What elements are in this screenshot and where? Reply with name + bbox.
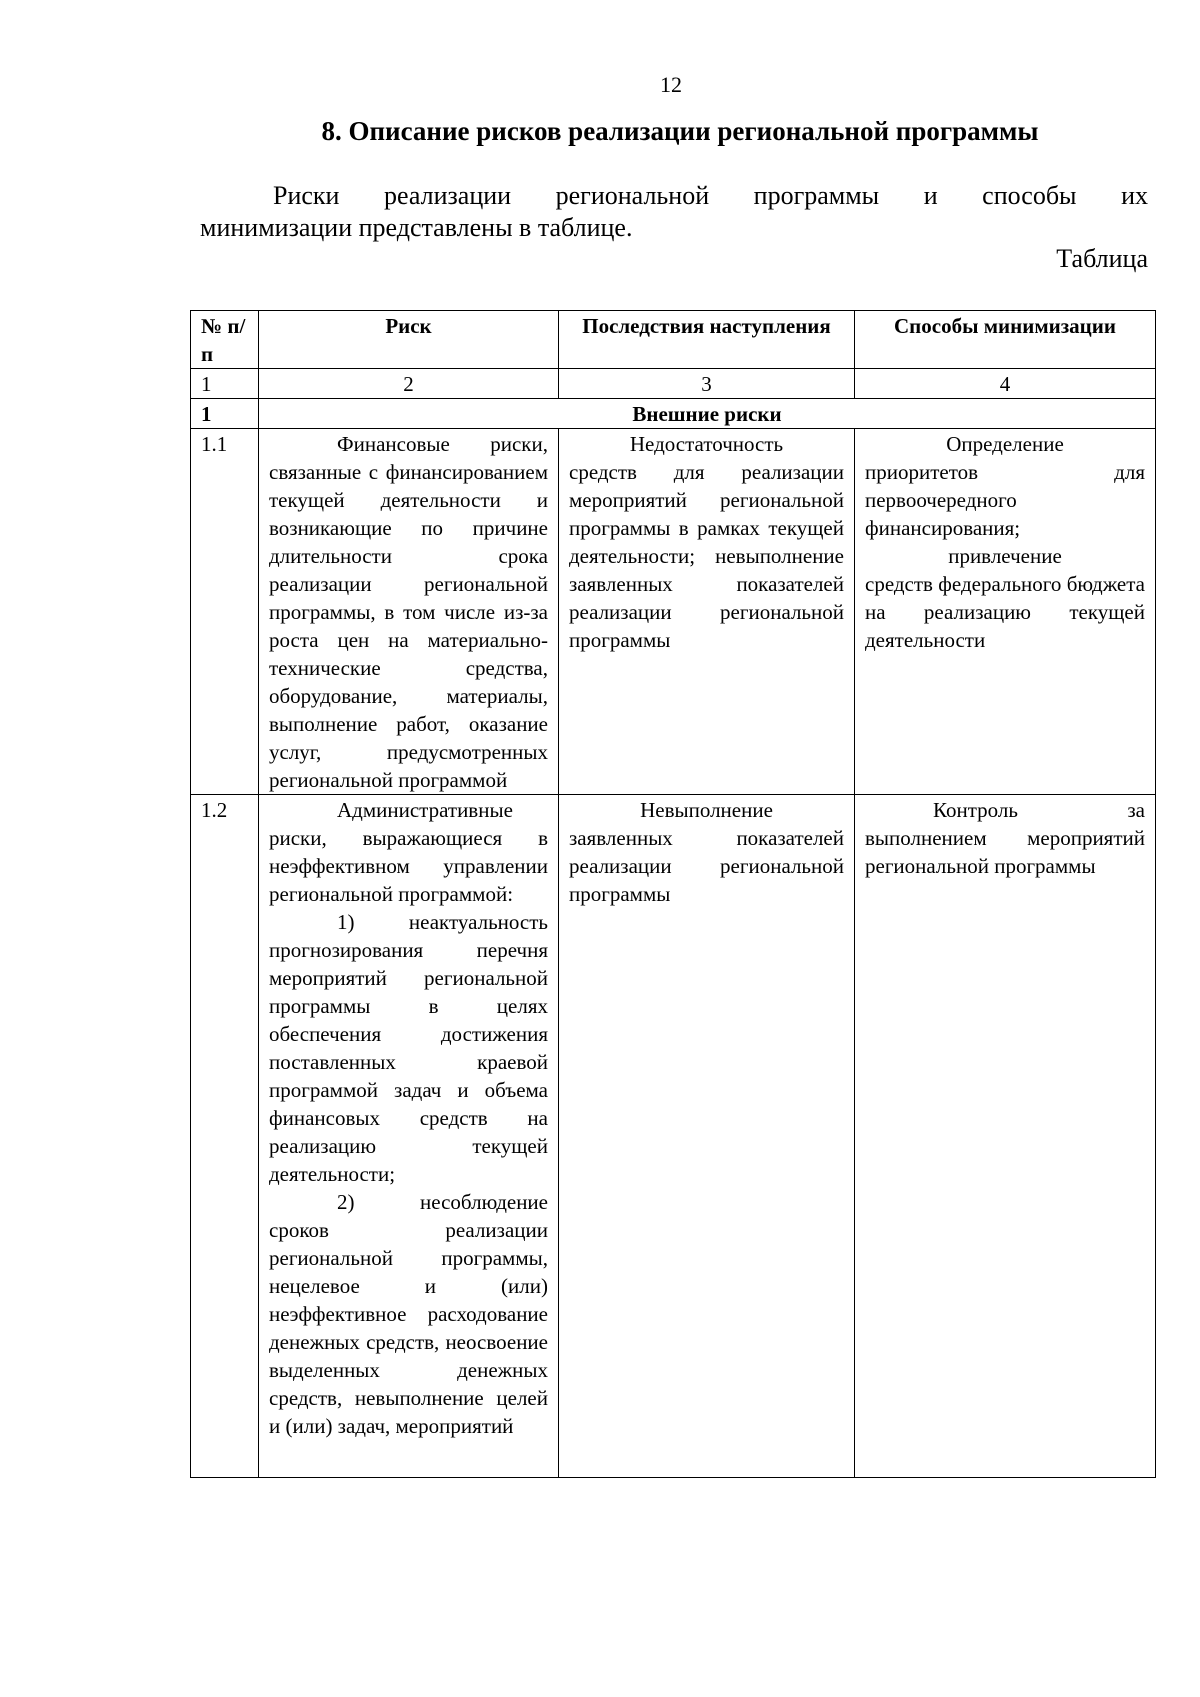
mitigation-lead: Контроль за [933, 798, 1145, 822]
row-consequences [559, 429, 855, 795]
risk-item-2: 2) несоблюдение сроков реализации региональной программы, нецелевое и (или) неэффективное расходование денежных средств, неосвоение выделенных денежных средств, невыполнение целей и (или) задач, мероприятий [269, 1190, 548, 1438]
mitigation-text: приоритетов для первоочередного финансирования; [865, 460, 1145, 540]
row-consequences [559, 795, 855, 1478]
consequences-lead: Невыполнение [640, 798, 773, 822]
row-risk [259, 795, 559, 1478]
page-number: 12 [660, 72, 682, 97]
row-num: 1.2 [191, 795, 259, 1478]
table-index-row [191, 369, 1156, 399]
table-row [191, 795, 1156, 1478]
header-mitigation: Способы минимизации [855, 311, 1156, 369]
section-num: 1 [191, 399, 259, 429]
intro-word: региональной [555, 181, 710, 210]
risk-item-1: 1) неактуальность прогнозирования перечня мероприятий региональной программы в целях обеспечения достижения поставленных краевой программой задач и объема финансовых средств на реализацию текущей деятельности; [269, 910, 548, 1186]
intro-line-1 [200, 180, 1148, 212]
risk-text: Финансовые риски, связанные с финансированием текущей деятельности и возникающие по причине длительности срока реализации региональной программы, в том числе из-за роста цен на материально-технические средства, оборудование, материалы, выполнение работ, оказание услуг, предусмотренных региональной программой [269, 432, 548, 792]
index-cell: 1 [191, 369, 259, 399]
index-cell: 3 [559, 369, 855, 399]
table-header-row [191, 311, 1156, 369]
consequences-lead: Недостаточность [629, 432, 784, 456]
table-caption: Таблица [1056, 244, 1148, 273]
table-row [191, 429, 1156, 795]
mitigation-text-2: средств федерального бюджета на реализацию текущей деятельности [865, 572, 1145, 652]
intro-word: их [1121, 181, 1148, 210]
section-title: Внешние риски [259, 399, 1156, 429]
intro-line-2: минимизации представлены в таблице. [200, 213, 633, 242]
table-section-row [191, 399, 1156, 429]
intro-word: и [923, 181, 938, 210]
intro-word: Риски [273, 181, 340, 210]
intro-word: способы [982, 181, 1077, 210]
row-risk [259, 429, 559, 795]
intro-paragraph [200, 180, 1148, 244]
consequences-text: заявленных показателей реализации региональной программы [569, 826, 844, 906]
section-heading: 8. Описание рисков реализации региональной программы [321, 116, 1039, 146]
row-num: 1.1 [191, 429, 259, 795]
header-num: № п/п [191, 311, 259, 369]
consequences-text: средств для реализации мероприятий региональной программы в рамках текущей деятельности; невыполнение заявленных показателей реализации региональной программы [569, 460, 844, 652]
mitigation-text: выполнением мероприятий региональной программы [865, 826, 1145, 878]
risk-intro: Административные риски, выражающиеся в неэффективном управлении региональной программой: [269, 798, 548, 906]
mitigation-lead: Определение [946, 432, 1064, 456]
row-mitigation [855, 429, 1156, 795]
index-cell: 4 [855, 369, 1156, 399]
intro-word: программы [753, 181, 880, 210]
intro-word: реализации [384, 181, 512, 210]
row-mitigation [855, 795, 1156, 1478]
risk-table [190, 310, 1156, 1478]
mitigation-lead-2: привлечение [948, 544, 1062, 568]
index-cell: 2 [259, 369, 559, 399]
header-consequences: Последствия наступления [559, 311, 855, 369]
header-risk: Риск [259, 311, 559, 369]
